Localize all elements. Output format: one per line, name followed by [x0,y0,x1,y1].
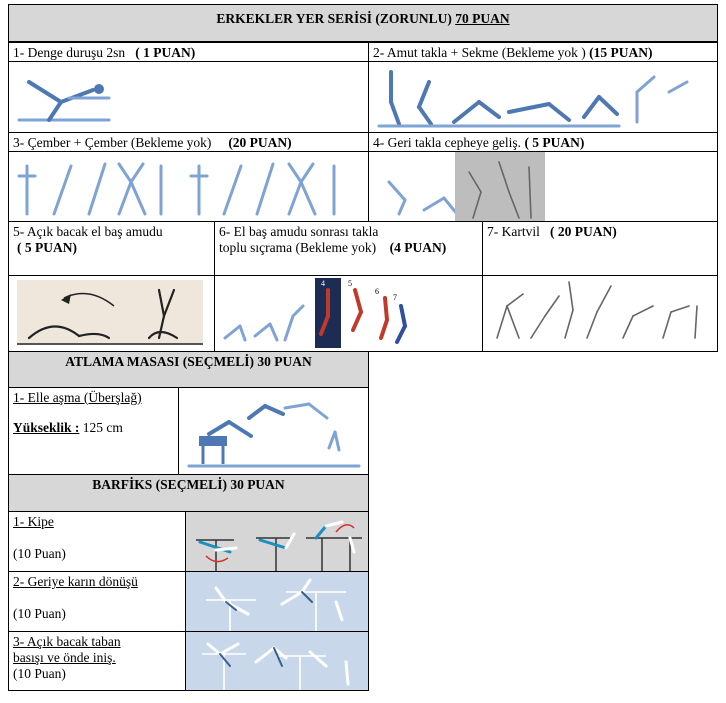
kartvil-sequence-drawing [483,276,717,351]
floor-item-7 [482,221,718,276]
floor-item-5-points: ( 5 PUAN) [17,240,77,255]
headstand-drawing [9,276,214,351]
floor-item-7-illustration [482,275,718,352]
floor-item-6-name-line2: toplu sıçrama (Bekleme yok) [219,240,377,255]
bar-item-2-illustration [185,571,369,632]
floor-item-5-name: 5- Açık bacak el baş amudu [13,224,163,239]
photo-number-6: 6 [375,287,379,296]
floor-item-2 [368,42,718,62]
floor-item-4-points: ( 5 PUAN) [524,135,585,150]
bar-item-3-points: (10 Puan) [13,666,66,681]
vault-height-value: 125 cm [82,420,123,435]
straddle-sole-dismount-drawing [186,632,368,690]
floor-item-4-name: 4- Geri takla cepheye geliş. [373,135,522,150]
floor-item-2-illustration [368,61,718,133]
back-roll-drawing [369,152,717,221]
bar-item-3 [8,631,186,691]
vault-item [8,387,179,475]
floor-item-3-points: (20 PUAN) [228,135,292,150]
bar-item-1-illustration [185,511,369,572]
cartwheel-sequence-drawing [9,152,368,221]
bar-title: BARFİKS (SEÇMELİ) 30 PUAN [92,477,285,492]
back-hip-circle-drawing [186,572,368,631]
vault-section-header [8,351,369,388]
floor-item-5 [8,221,215,276]
bar-item-3-name-line1: 3- Açık bacak taban [13,634,121,649]
bar-item-1 [8,511,186,572]
bar-item-1-name: 1- Kipe [13,514,54,529]
vault-illustration [178,387,369,475]
balance-figure-drawing [9,62,368,132]
vault-height-label: Yükseklik : [13,420,80,435]
bar-item-2 [8,571,186,632]
floor-item-2-name: 2- Amut takla + Sekme (Bekleme yok ) [373,45,586,60]
floor-item-4 [368,132,718,152]
bar-section-header [8,474,369,512]
photo-number-4: 4 [321,279,325,288]
floor-item-1-illustration [8,61,369,133]
floor-item-1 [8,42,369,62]
vault-item-name: 1- Elle aşma (Überşlağ) [13,390,142,405]
bar-item-3-illustration [185,631,369,691]
floor-item-4-illustration [368,151,718,222]
vault-title: ATLAMA MASASI (SEÇMELİ) 30 PUAN [65,354,312,369]
floor-item-6-points: (4 PUAN) [389,240,447,255]
floor-item-7-name: 7- Kartvil [487,224,540,239]
bar-item-2-name: 2- Geriye karın dönüşü [13,574,138,589]
floor-item-7-points: ( 20 PUAN) [550,224,617,239]
floor-item-2-points: (15 PUAN) [589,45,653,60]
bar-item-1-points: (10 Puan) [13,546,66,561]
floor-item-5-illustration [8,275,215,352]
floor-item-1-name: 1- Denge duruşu 2sn [13,45,126,60]
floor-item-6-name-line1: 6- El baş amudu sonrası takla [219,224,379,239]
floor-item-3 [8,132,369,152]
bar-item-3-name-line2: basışı ve önde iniş. [13,650,116,665]
floor-section-header [8,4,718,42]
floor-item-6 [214,221,483,276]
bar-item-2-points: (10 Puan) [13,606,66,621]
handspring-vault-drawing [179,388,368,474]
kip-sequence-drawing [186,512,368,571]
floor-item-6-illustration [214,275,483,352]
floor-points: 70 PUAN [455,11,510,26]
floor-title: ERKEKLER YER SERİSİ (ZORUNLU) [216,11,452,26]
handspring-sequence-drawing [369,62,717,132]
photo-number-7: 7 [393,293,397,302]
photo-number-5: 5 [348,279,352,288]
floor-item-1-points: ( 1 PUAN) [135,45,196,60]
floor-item-3-illustration [8,151,369,222]
headstand-roll-jump-drawing [215,276,482,351]
floor-item-3-name: 3- Çember + Çember (Bekleme yok) [13,135,212,150]
